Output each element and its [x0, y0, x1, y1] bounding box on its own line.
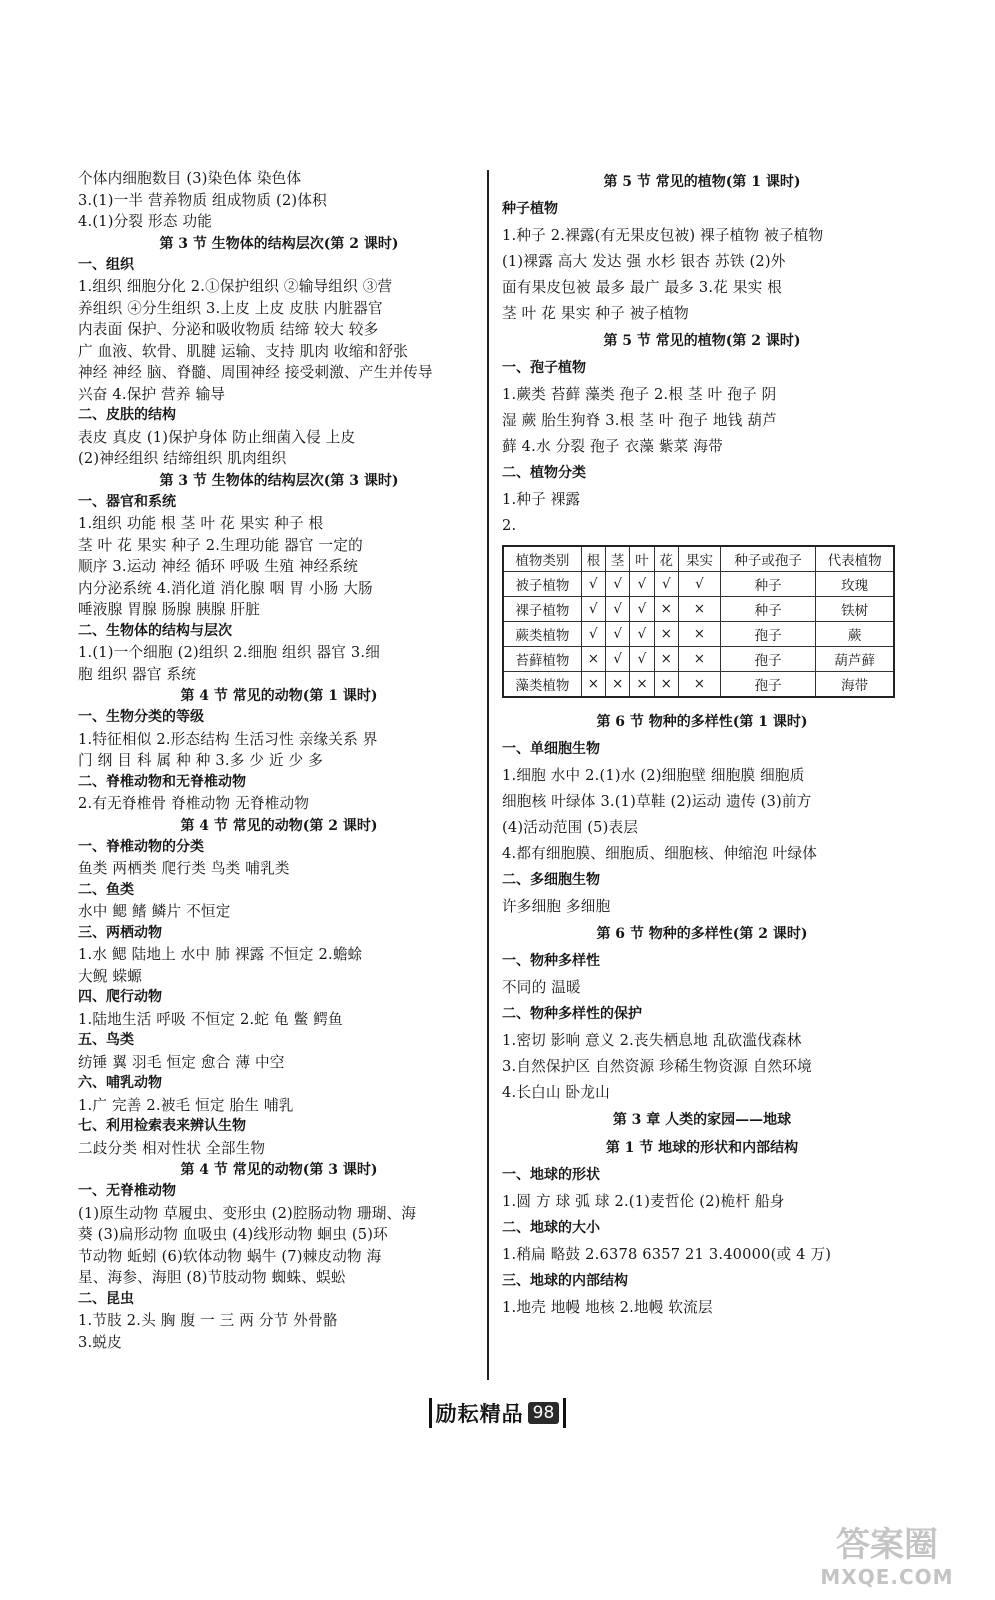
table-cell: 裸子植物	[503, 597, 581, 622]
table-row	[503, 572, 894, 597]
subsection-heading: 六、哺乳动物	[78, 1075, 162, 1091]
answer-line: 神经 神经 脑、脊髓、周围神经 接受刺激、产生并传导	[78, 364, 433, 381]
subsection-heading: 二、地球的大小	[502, 1220, 600, 1236]
answer-line: 1.组织 功能 根 茎 叶 花 果实 种子 根	[78, 515, 324, 532]
answer-line: 不同的 温暖	[502, 979, 581, 996]
table-cell: √	[581, 572, 605, 597]
answer-line: 1.广 完善 2.被毛 恒定 胎生 哺乳	[78, 1096, 294, 1114]
subsection-heading: 三、地球的内部结构	[502, 1273, 628, 1289]
subsection-heading: 二、脊椎动物和无脊椎动物	[78, 773, 246, 790]
answer-line: (1)裸露 高大 发达 强 水杉 银杏 苏铁 (2)外	[502, 253, 786, 270]
page-number: 98	[528, 1402, 560, 1424]
right-column-top	[502, 168, 902, 539]
section-heading: 第 1 节 地球的形状和内部结构	[605, 1140, 799, 1156]
table-cell: 铁树	[816, 597, 894, 622]
subsection-heading: 一、地球的形状	[502, 1167, 600, 1183]
subsection-heading: 一、器官和系统	[78, 493, 176, 510]
table-cell: 种子	[720, 597, 815, 622]
answer-line: 表皮 真皮 (1)保护身体 防止细菌入侵 上皮	[78, 428, 356, 446]
table-cell: ×	[678, 622, 720, 647]
right-column	[502, 168, 902, 1321]
answer-line: 1.圆 方 球 弧 球 2.(1)麦哲伦 (2)桅杆 船身	[502, 1193, 785, 1210]
table-header-cell: 茎	[606, 546, 630, 572]
answer-line: 1.水 鳃 陆地上 水中 肺 裸露 不恒定 2.蟾蜍	[78, 946, 363, 963]
answer-line: 门 纲 目 科 属 种 种 3.多 少 近 少 多	[78, 752, 324, 769]
answer-line: 茎 叶 花 果实 种子 2.生理功能 器官 一定的	[78, 536, 363, 554]
answer-line: 3.自然保护区 自然资源 珍稀生物资源 自然环境	[502, 1058, 812, 1075]
table-cell: √	[581, 622, 605, 647]
answer-line: 顺序 3.运动 神经 循环 呼吸 生殖 神经系统	[78, 558, 359, 575]
subsection-heading: 七、利用检索表来辨认生物	[78, 1118, 246, 1134]
answer-line: 1.组织 细胞分化 2.①保护组织 ②输导组织 ③营	[78, 278, 393, 295]
left-column	[78, 168, 480, 1353]
answer-line: 养组织 ④分生组织 3.上皮 上皮 皮肤 内脏器官	[78, 299, 383, 317]
subsection-heading: 四、爬行动物	[78, 989, 162, 1005]
answer-line: 大鲵 蝾螈	[78, 967, 143, 985]
table-header-cell: 叶	[630, 546, 654, 572]
answer-line: 1.稍扁 略鼓 2.6378 6357 21 3.40000(或 4 万)	[502, 1246, 832, 1263]
subsection-heading: 一、无脊椎动物	[78, 1183, 176, 1199]
answer-line: 1.节肢 2.头 胸 腹 一 三 两 分节 外骨骼	[78, 1312, 338, 1329]
answer-line: 4.长白山 卧龙山	[502, 1084, 610, 1101]
plant-classification-table	[502, 545, 895, 698]
answer-line: 个体内细胞数目 (3)染色体 染色体	[78, 170, 302, 187]
answer-line: 二歧分类 相对性状 全部生物	[78, 1139, 266, 1157]
answer-line: 1.种子 裸露	[502, 491, 581, 508]
section-heading: 第 4 节 常见的动物(第 2 课时)	[180, 817, 378, 834]
table-cell: 葫芦藓	[816, 647, 894, 672]
table-cell: ×	[654, 622, 678, 647]
answer-line: 3.(1)一半 营养物质 组成物质 (2)体积	[78, 191, 327, 209]
table-header-cell: 种子或孢子	[720, 546, 815, 572]
answer-line: 水中 鳃 鳍 鳞片 不恒定	[78, 903, 231, 920]
table-cell: √	[606, 597, 630, 622]
section-heading: 第 6 节 物种的多样性(第 2 课时)	[596, 926, 808, 942]
table-cell: √	[630, 622, 654, 647]
answer-line: 2.	[502, 517, 517, 534]
answer-line: (2)神经组织 结缔组织 肌肉组织	[78, 450, 287, 467]
subsection-heading: 一、物种多样性	[502, 953, 600, 969]
answer-line: 面有果皮包被 最多 最广 最多 3.花 果实 根	[502, 279, 783, 296]
answer-line: 内分泌系统 4.消化道 消化腺 咽 胃 小肠 大肠	[78, 579, 373, 597]
table-cell: ×	[678, 672, 720, 698]
section-heading: 第 3 节 生物体的结构层次(第 3 课时)	[159, 472, 399, 489]
answer-line: 纺锤 翼 羽毛 恒定 愈合 薄 中空	[78, 1053, 285, 1071]
page-footer	[0, 1398, 995, 1432]
table-header-cell: 代表植物	[816, 546, 894, 572]
table-cell: 被子植物	[503, 572, 581, 597]
section-heading: 第 4 节 常见的动物(第 3 课时)	[180, 1162, 378, 1178]
answer-line: (1)原生动物 草履虫、变形虫 (2)腔肠动物 珊瑚、海	[78, 1204, 417, 1222]
table-header-cell: 植物类别	[503, 546, 581, 572]
table-cell: 蕨类植物	[503, 622, 581, 647]
table-cell: √	[606, 572, 630, 597]
answer-line: 广 血液、软骨、肌腱 运输、支持 肌肉 收缩和舒张	[78, 342, 409, 360]
table-cell: 种子	[720, 572, 815, 597]
subsection-heading: 二、鱼类	[78, 881, 134, 898]
answer-line: 1.蕨类 苔藓 藻类 孢子 2.根 茎 叶 孢子 阴	[502, 386, 777, 403]
subsection-heading: 二、物种多样性的保护	[502, 1006, 642, 1022]
answer-line: 1.(1)一个细胞 (2)组织 2.细胞 组织 器官 3.细	[78, 644, 381, 661]
answer-line: 1.细胞 水中 2.(1)水 (2)细胞壁 细胞膜 细胞质	[502, 767, 805, 784]
table-cell: ×	[630, 672, 654, 698]
answer-line: 兴奋 4.保护 营养 输导	[78, 385, 226, 403]
table-cell: √	[630, 572, 654, 597]
answer-line: 鱼类 两栖类 爬行类 鸟类 哺乳类	[78, 860, 290, 877]
footer-bar-right	[563, 1398, 566, 1428]
table-header-cell: 果实	[678, 546, 720, 572]
answer-line: 细胞核 叶绿体 3.(1)草鞋 (2)运动 遗传 (3)前方	[502, 793, 812, 810]
subsection-heading: 二、植物分类	[502, 465, 586, 481]
watermark-url: MXQE.COM	[820, 1565, 954, 1589]
answer-line: 胞 组织 器官 系统	[78, 665, 197, 683]
table-header-row	[503, 546, 894, 572]
table-cell: √	[581, 597, 605, 622]
watermark-logo-text: 答案圈	[836, 1525, 938, 1565]
answer-line: 茎 叶 花 果实 种子 被子植物	[502, 305, 689, 322]
table-cell: ×	[581, 672, 605, 698]
table-header-cell: 花	[654, 546, 678, 572]
subsection-heading: 二、皮肤的结构	[78, 407, 176, 423]
table-cell: 孢子	[720, 672, 815, 698]
section-heading: 第 3 节 生物体的结构层次(第 2 课时)	[159, 235, 399, 252]
subsection-heading: 一、孢子植物	[502, 360, 586, 376]
subsection-heading: 一、生物分类的等级	[78, 709, 204, 725]
table-cell: ×	[678, 647, 720, 672]
table-cell: ×	[654, 597, 678, 622]
answer-line: 2.有无脊椎骨 脊椎动物 无脊椎动物	[78, 795, 310, 812]
footer-brand: 励耘精品	[435, 1402, 524, 1426]
answer-line: 1.特征相似 2.形态结构 生活习性 亲缘关系 界	[78, 730, 378, 748]
table-row	[503, 597, 894, 622]
answer-line: 4.(1)分裂 形态 功能	[78, 213, 213, 230]
footer-bar-left	[429, 1398, 432, 1428]
table-cell: 蕨	[816, 622, 894, 647]
section-heading: 第 4 节 常见的动物(第 1 课时)	[180, 688, 378, 704]
table-cell: 孢子	[720, 647, 815, 672]
table-cell: 海带	[816, 672, 894, 698]
answer-line: 1.密切 影响 意义 2.丧失栖息地 乱砍滥伐森林	[502, 1032, 802, 1049]
subsection-heading: 五、鸟类	[78, 1032, 134, 1048]
subsection-heading: 一、组织	[78, 256, 134, 273]
table-cell: √	[606, 647, 630, 672]
table-cell: 藻类植物	[503, 672, 581, 698]
table-cell: √	[630, 647, 654, 672]
table-cell: √	[654, 572, 678, 597]
answer-line: 节动物 蚯蚓 (6)软体动物 蜗牛 (7)棘皮动物 海	[78, 1247, 382, 1265]
column-divider	[487, 170, 489, 1380]
section-heading: 第 3 章 人类的家园——地球	[612, 1112, 792, 1128]
answer-line: 4.都有细胞膜、细胞质、细胞核、伸缩泡 叶绿体	[502, 845, 818, 862]
table-cell: ×	[678, 597, 720, 622]
right-column-bottom	[502, 708, 902, 1321]
answer-line: 唾液腺 胃腺 肠腺 胰腺 肝脏	[78, 601, 261, 618]
table-row	[503, 622, 894, 647]
section-heading: 第 5 节 常见的植物(第 2 课时)	[603, 333, 801, 349]
answer-line: 1.陆地生活 呼吸 不恒定 2.蛇 龟 鳖 鳄鱼	[78, 1010, 343, 1028]
answer-line: 1.种子 2.裸露(有无果皮包被) 裸子植物 被子植物	[502, 227, 824, 244]
answer-line: 藓 4.水 分裂 孢子 衣藻 紫菜 海带	[502, 438, 723, 455]
table-cell: 孢子	[720, 622, 815, 647]
section-heading: 第 6 节 物种的多样性(第 1 课时)	[596, 714, 808, 730]
table-cell: √	[678, 572, 720, 597]
subsection-heading: 二、多细胞生物	[502, 872, 600, 888]
subsection-heading: 二、昆虫	[78, 1290, 134, 1307]
table-row	[503, 672, 894, 698]
subsection-heading: 一、脊椎动物的分类	[78, 838, 204, 855]
section-heading: 第 5 节 常见的植物(第 1 课时)	[603, 174, 801, 190]
table-cell: ×	[654, 647, 678, 672]
table-cell: √	[630, 597, 654, 622]
answer-line: 星、海参、海胆 (8)节肢动物 蜘蛛、蜈蚣	[78, 1269, 346, 1286]
table-row	[503, 647, 894, 672]
table-cell: ×	[606, 672, 630, 698]
answer-line: 葵 (3)扁形动物 血吸虫 (4)线形动物 蛔虫 (5)环	[78, 1226, 388, 1243]
answer-line: 3.蜕皮	[78, 1333, 122, 1351]
subsection-heading: 一、单细胞生物	[502, 741, 600, 757]
answer-line: 1.地壳 地幔 地核 2.地幔 软流层	[502, 1299, 713, 1316]
table-header-cell: 根	[581, 546, 605, 572]
answer-line: 内表面 保护、分泌和吸收物质 结缔 较大 较多	[78, 321, 379, 338]
subsection-heading: 种子植物	[502, 201, 558, 217]
subsection-heading: 三、两栖动物	[78, 924, 162, 941]
table-cell: 苔藓植物	[503, 647, 581, 672]
answer-line: (4)活动范围 (5)表层	[502, 819, 639, 836]
table-cell: √	[606, 622, 630, 647]
answer-line: 湿 蕨 胎生狗脊 3.根 茎 叶 孢子 地钱 葫芦	[502, 412, 777, 429]
table-cell: ×	[654, 672, 678, 698]
watermark	[797, 1525, 977, 1589]
table-cell: ×	[581, 647, 605, 672]
answer-line: 许多细胞 多细胞	[502, 898, 611, 915]
subsection-heading: 二、生物体的结构与层次	[78, 622, 232, 639]
table-cell: 玫瑰	[816, 572, 894, 597]
